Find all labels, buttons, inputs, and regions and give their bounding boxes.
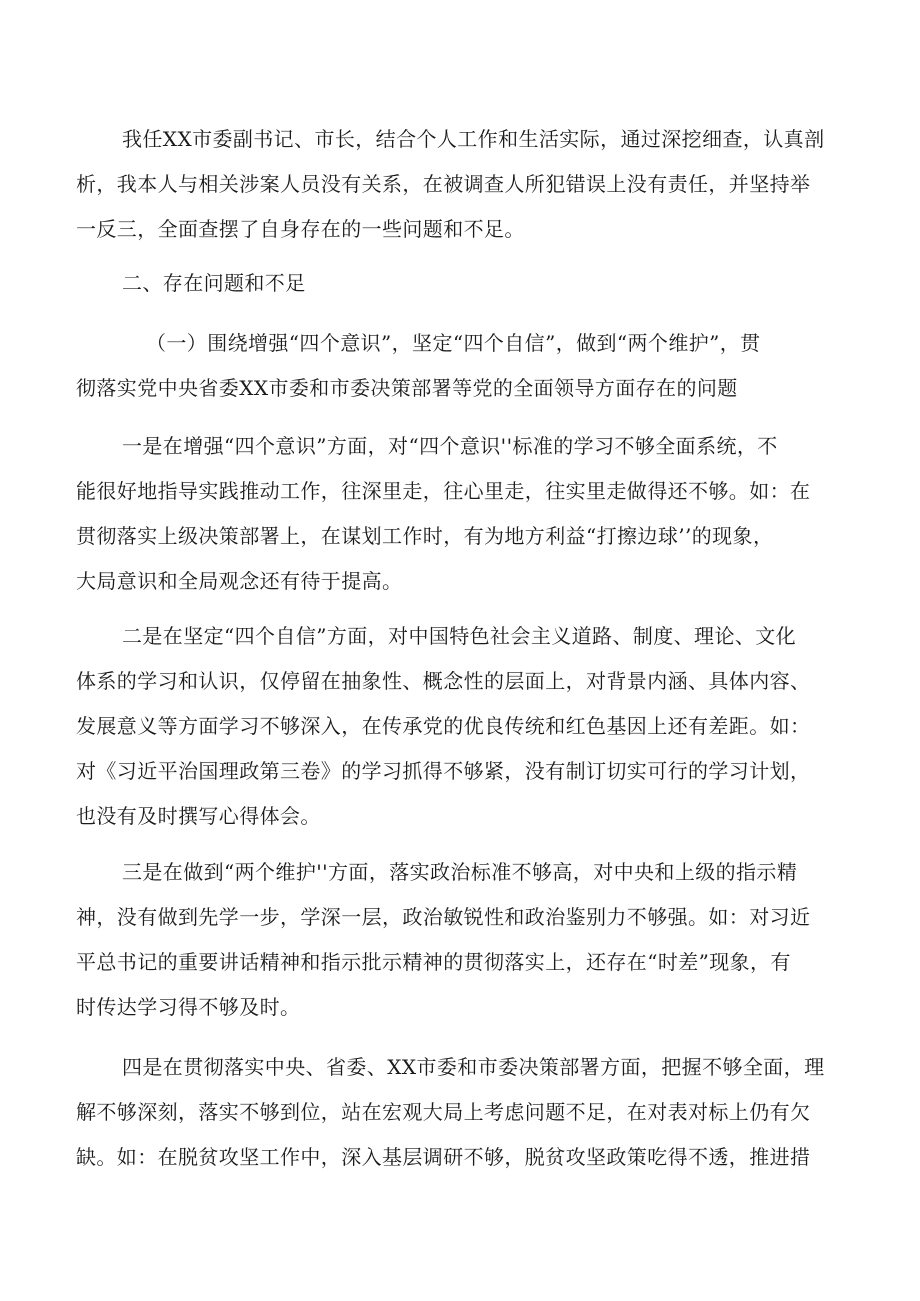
- text-line: 能很好地指导实践推动工作，往深里走，往心里走，往实里走做得还不够。如：在: [76, 479, 811, 503]
- text-line: 时传达学习得不够及时。: [76, 995, 301, 1019]
- text-line: 也没有及时撰写心得体会。: [76, 804, 321, 828]
- section-heading-2: [76, 261, 856, 306]
- text-line: 平总书记的重要讲话精神和指示批示精神的贯彻落实上，还存在“时差”现象，有: [76, 950, 791, 974]
- text-line: 体系的学习和认识，仅停留在抽象性、概念性的层面上，对背景内涵、具体内容、: [76, 669, 811, 693]
- text-line: 彻落实党中央省委XX市委和市委决策部署等党的全面领导方面存在的问题: [76, 376, 738, 400]
- para-intro: [76, 117, 856, 252]
- para-item-2: [76, 614, 856, 839]
- text-line: （一）围绕增强“四个意识”，坚定“四个自信”，做到“两个维护”，贯: [146, 331, 761, 355]
- subsection-heading-1: [76, 321, 856, 411]
- text-line: 二是在坚定“四个自信”方面，对中国特色社会主义道路、制度、理论、文化: [122, 624, 797, 648]
- text-line: 贯彻落实上级决策部署上，在谋划工作时，有为地方利益“打擦边球’’的现象，: [76, 524, 774, 548]
- text-line: 四是在贯彻落实中央、省委、XX市委和市委决策部署方面，把握不够全面，理: [122, 1055, 825, 1079]
- text-line: 对《习近平治国理政第三卷》的学习抓得不够紧，没有制订切实可行的学习计划，: [76, 759, 811, 783]
- text-line: 三是在做到“两个维护''方面，落实政治标准不够高，对中央和上级的指示精: [122, 860, 798, 884]
- text-line: 我任XX市委副书记、市长，结合个人工作和生活实际，通过深挖细查，认真剖: [122, 127, 825, 151]
- para-item-3: [76, 850, 856, 1030]
- text-line: 发展意义等方面学习不够深入，在传承党的优良传统和红色基因上还有差距。如：: [76, 714, 811, 738]
- para-item-1: [76, 424, 856, 604]
- text-line: 析，我本人与相关涉案人员没有关系，在被调查人所犯错误上没有责任，并坚持举: [76, 172, 811, 196]
- text-line: 解不够深刻，落实不够到位，站在宏观大局上考虑问题不足，在对表对标上仍有欠: [76, 1100, 811, 1124]
- para-item-4: [76, 1045, 856, 1180]
- text-line: 神，没有做到先学一步，学深一层，政治敏锐性和政治鉴别力不够强。如：对习近: [76, 905, 811, 929]
- text-line: 一反三，全面查摆了自身存在的一些问题和不足。: [76, 217, 525, 241]
- text-line: 缺。如：在脱贫攻坚工作中，深入基层调研不够，脱贫攻坚政策吃得不透，推进措: [76, 1145, 811, 1169]
- text-line: 大局意识和全局观念还有待于提高。: [76, 569, 403, 593]
- text-line: 二、存在问题和不足: [122, 271, 306, 295]
- text-line: 一是在增强“四个意识”方面，对“四个意识''标准的学习不够全面系统，不: [122, 434, 778, 458]
